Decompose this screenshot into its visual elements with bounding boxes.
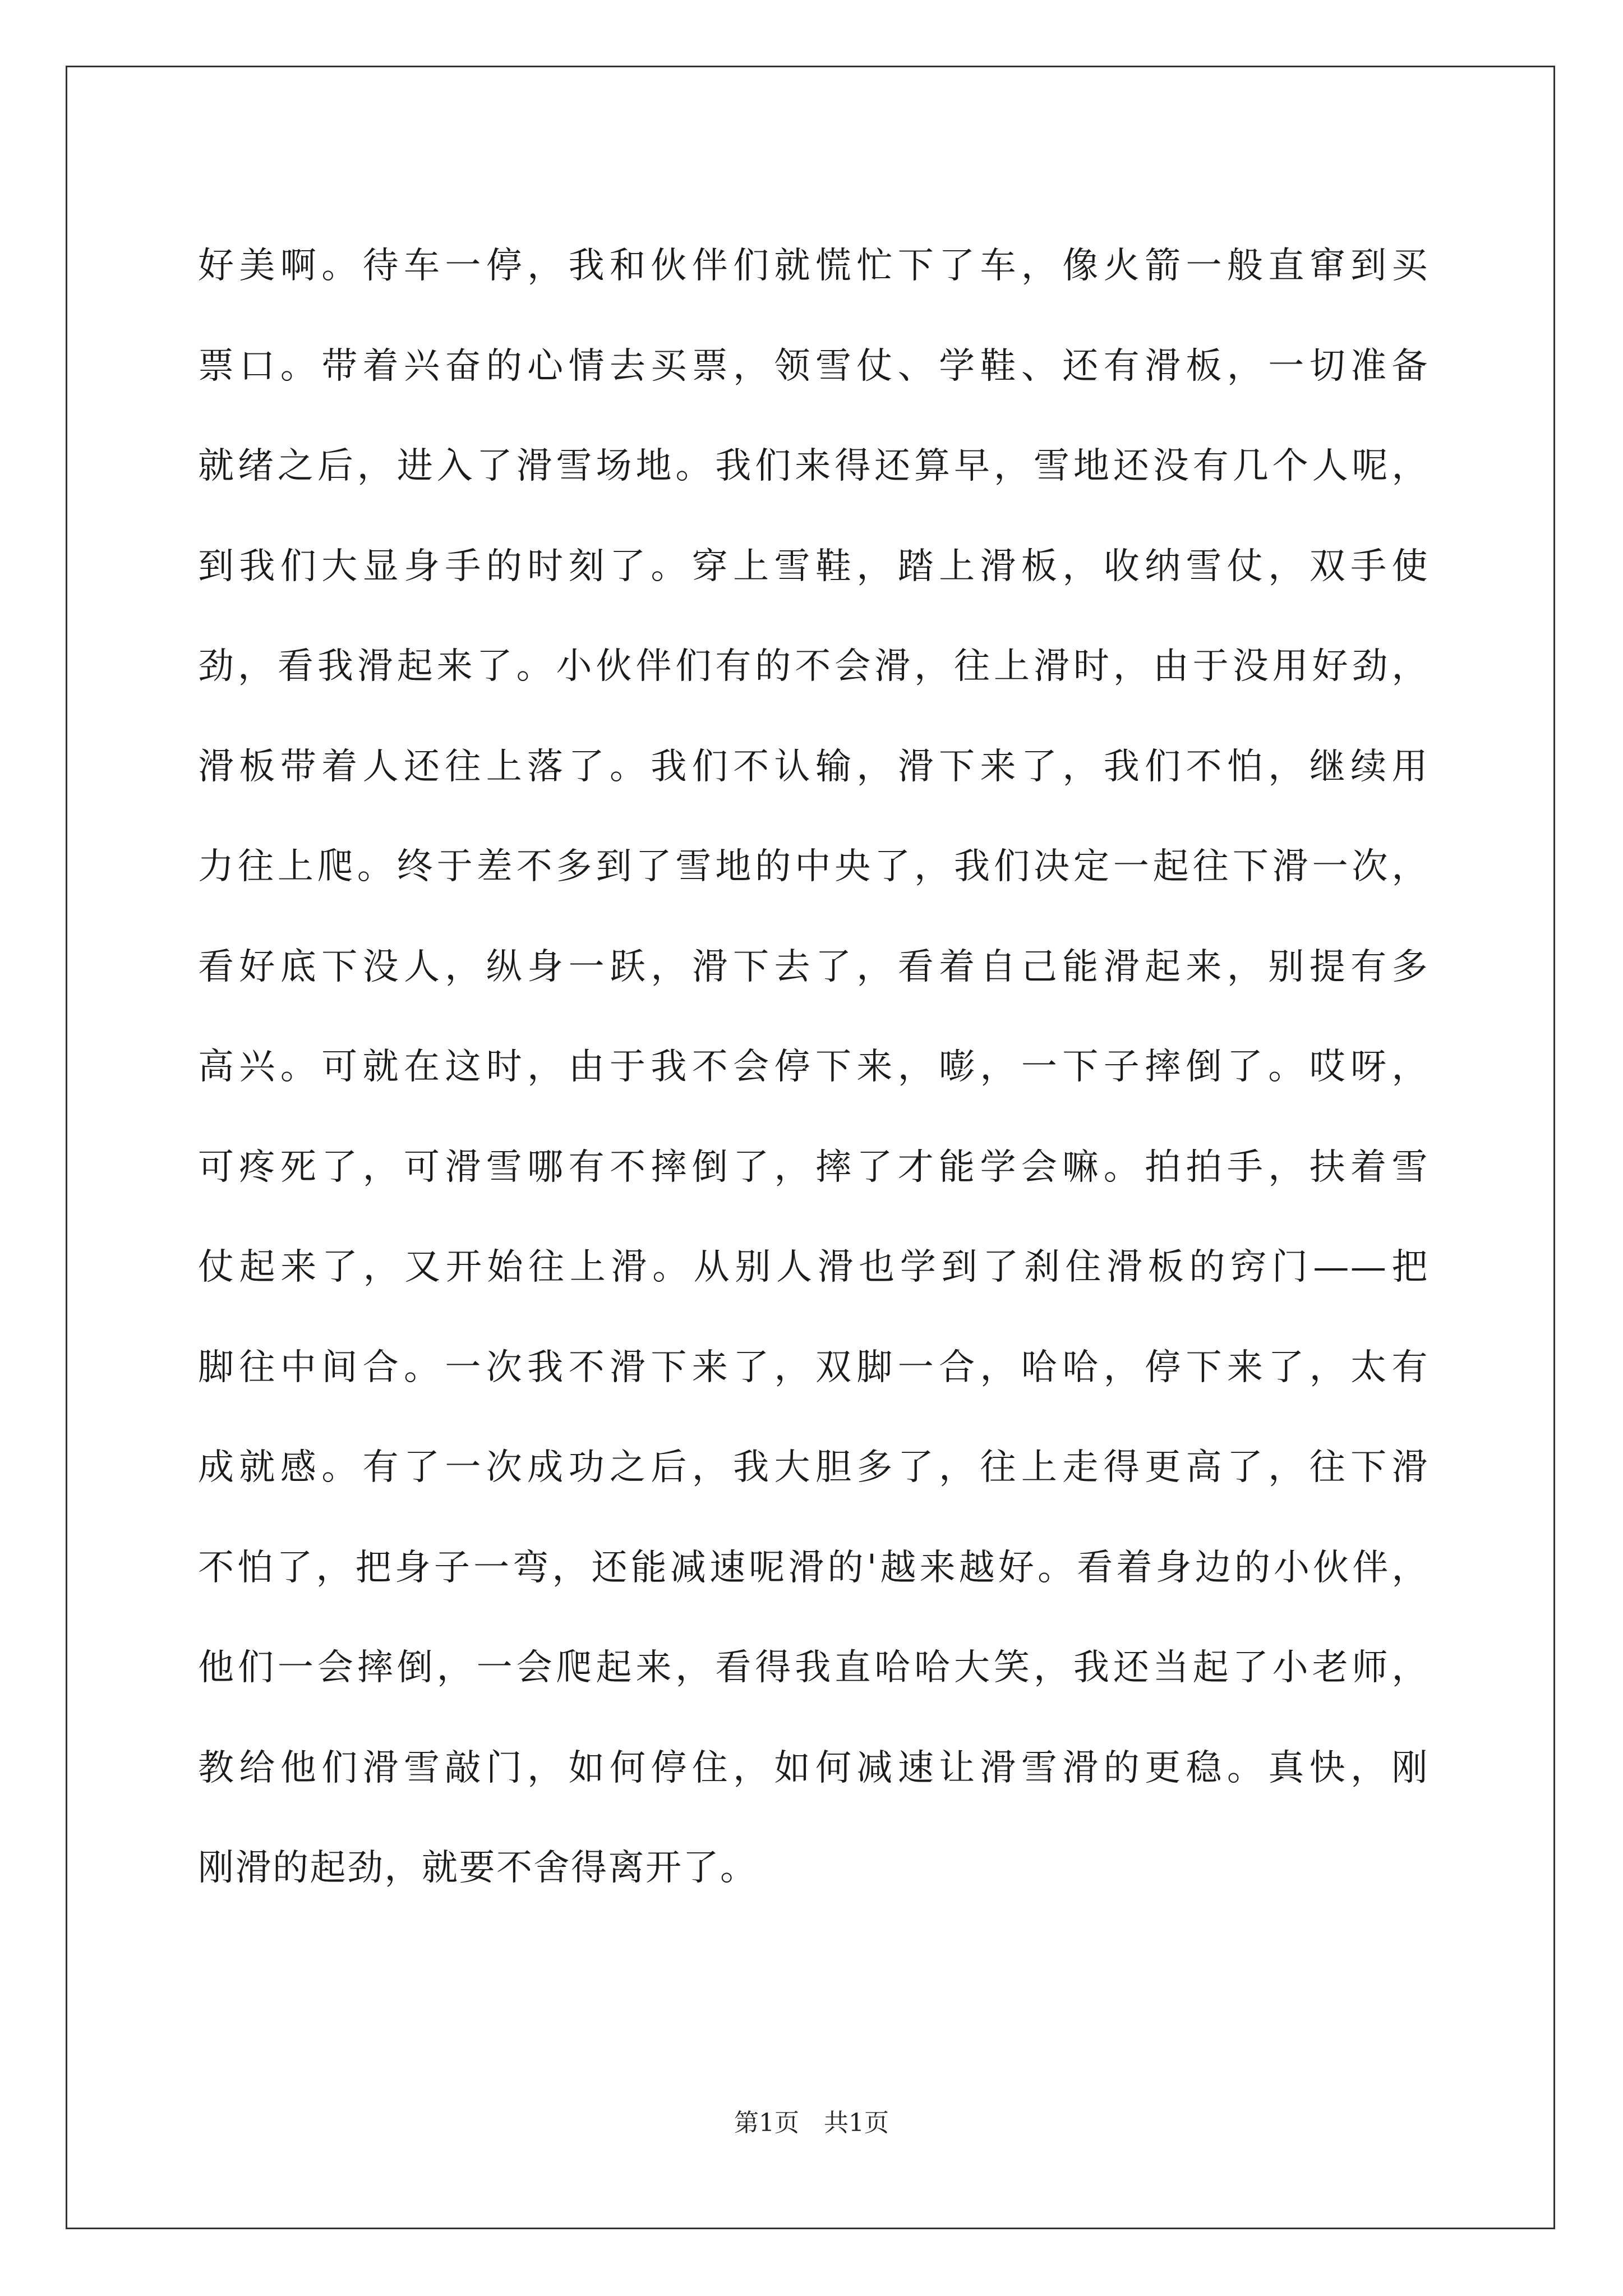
text-line: 滑板带着人还往上落了。我们不认输，滑下来了，我们不怕，继续用: [198, 746, 1429, 788]
text-line: 票口。带着兴奋的心情去买票，领雪仗、学鞋、还有滑板，一切准备: [198, 345, 1429, 387]
text-line: 劲，看我滑起来了。小伙伴们有的不会滑，往上滑时，由于没用好劲，: [198, 646, 1429, 687]
text-line: 成就感。有了一次成功之后，我大胆多了，往上走得更高了，往下滑: [198, 1447, 1429, 1488]
text-line: 到我们大显身手的时刻了。穿上雪鞋，踏上滑板，收纳雪仗，双手使: [198, 545, 1429, 587]
text-line: 教给他们滑雪敲门，如何停住，如何减速让滑雪滑的更稳。真快，刚: [198, 1747, 1429, 1789]
text-line: 好美啊。待车一停，我和伙伴们就慌忙下了车，像火箭一般直窜到买: [198, 245, 1429, 287]
text-line: 力往上爬。终于差不多到了雪地的中央了，我们决定一起往下滑一次，: [198, 846, 1429, 887]
body-text: [198, 216, 1429, 1918]
text-line: 就绪之后，进入了滑雪场地。我们来得还算早，雪地还没有几个人呢，: [198, 445, 1429, 487]
text-line: 看好底下没人，纵身一跃，滑下去了，看着自己能滑起来，别提有多: [198, 946, 1429, 988]
text-line: 脚往中间合。一次我不滑下来了，双脚一合，哈哈，停下来了，太有: [198, 1346, 1429, 1388]
text-line: 不怕了，把身子一弯，还能减速呢滑的'越来越好。看着身边的小伙伴，: [198, 1547, 1429, 1589]
page-footer: 第1页 共1页: [734, 2109, 889, 2137]
text-line: 仗起来了，又开始往上滑。从别人滑也学到了刹住滑板的窍门——把: [198, 1246, 1429, 1288]
text-line: 可疼死了，可滑雪哪有不摔倒了，摔了才能学会嘛。拍拍手，扶着雪: [198, 1146, 1429, 1188]
text-line: 他们一会摔倒，一会爬起来，看得我直哈哈大笑，我还当起了小老师，: [198, 1647, 1429, 1688]
text-line: 高兴。可就在这时，由于我不会停下来，嘭，一下子摔倒了。哎呀，: [198, 1046, 1429, 1088]
text-line: 刚滑的起劲，就要不舍得离开了。: [198, 1847, 758, 1889]
